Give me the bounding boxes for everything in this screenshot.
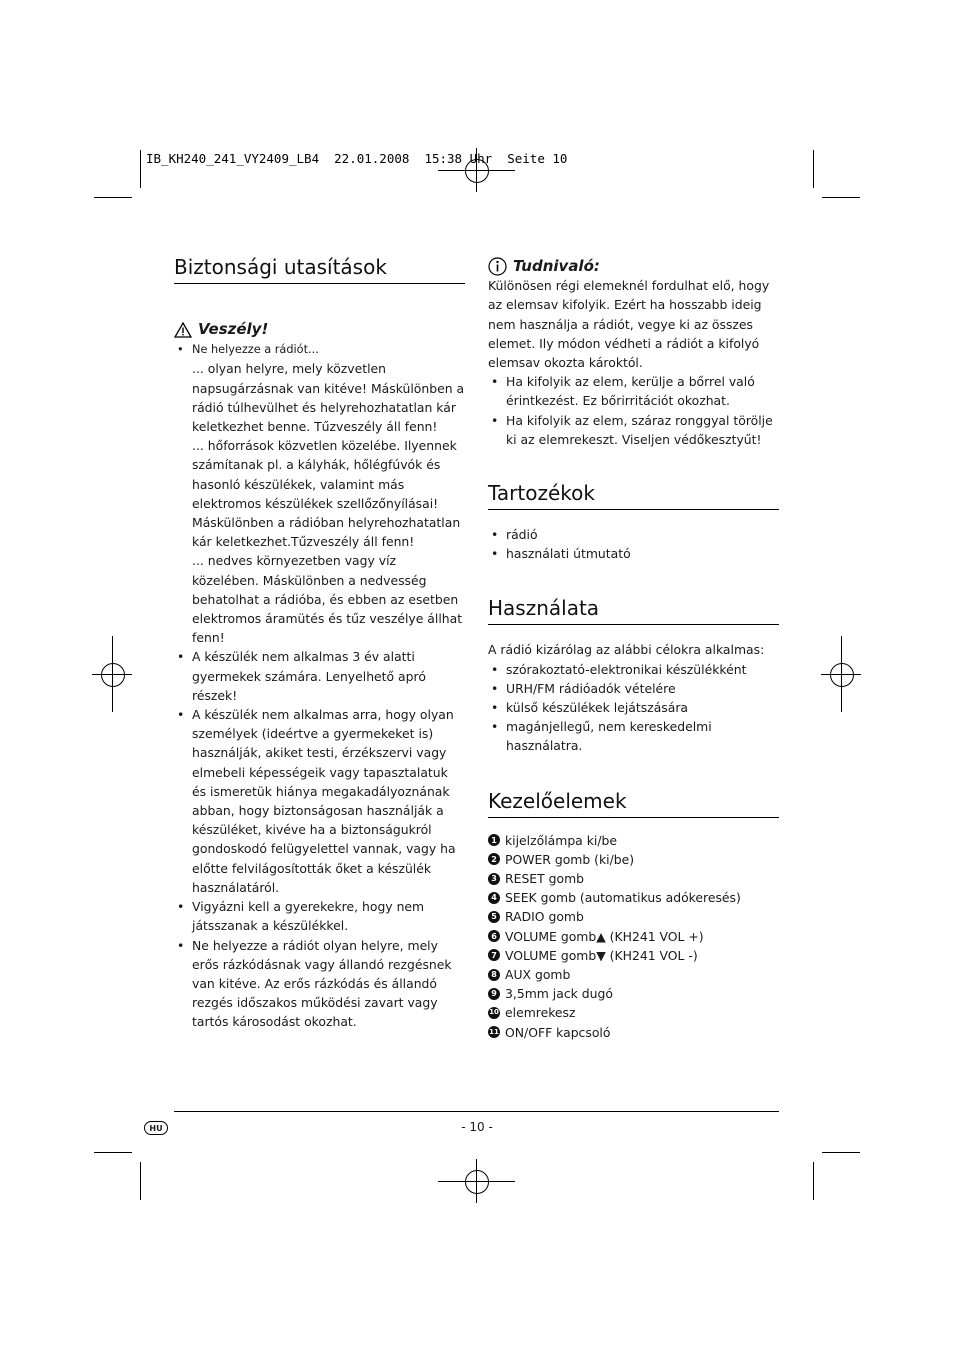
usage-list	[488, 660, 779, 756]
control-item	[488, 888, 779, 907]
warning-icon	[174, 322, 192, 338]
list-item: • magánjellegű, nem kereskedelmi használatra.	[488, 717, 779, 755]
crop-mark	[813, 150, 814, 188]
control-item	[488, 1023, 779, 1042]
number-badge: 11	[488, 1026, 500, 1038]
list-item: ... olyan helyre, mely közvetlen napsugárzásnak van kitéve! Máskülönben a rádió túlhevülhet és helyrehozhatatlan kár keletkezhet benne. Tűzveszély áll fenn!	[192, 361, 465, 435]
control-label: VOLUME gomb▼ (KH241 VOL -)	[505, 947, 698, 963]
list-item: • URH/FM rádióadók vételére	[488, 679, 779, 698]
crop-mark	[822, 1152, 860, 1153]
control-item	[488, 965, 779, 984]
list-item: • Ha kifolyik az elem, száraz ronggyal törölje ki az elemrekeszt. Viseljen védőkesztyűt!	[488, 411, 779, 449]
control-item	[488, 850, 779, 869]
crop-mark	[822, 197, 860, 198]
number-badge: 2	[488, 853, 500, 865]
control-label: POWER gomb (ki/be)	[505, 851, 635, 867]
warning-heading	[174, 320, 465, 339]
number-badge: 9	[488, 988, 500, 1000]
accessories-list	[488, 525, 779, 563]
number-badge: 5	[488, 911, 500, 923]
info-list	[488, 372, 779, 449]
list-item: • Ne helyezze a rádiót olyan helyre, mely erős rázkódásnak vagy állandó rezgésnek van kitéve. Az erős rázkódás és állandó rezgés időszakos működési zavart vagy tartós károsodást okozhat.	[174, 936, 465, 1032]
controls-title: Kezelőelemek	[488, 789, 779, 818]
safety-list	[174, 340, 465, 1031]
list-item: ... hőforrások közvetlen közelébe. Ilyennek számítanak pl. a kályhák, hőlégfúvók és hasonló készülékek, valamint más elektromos készülékek szellőzőnyílásai! Máskülönben a rádióban helyrehozhatatlan kár keletkezhet.Tűzveszély áll fenn!	[192, 438, 461, 550]
info-icon	[488, 257, 507, 276]
safety-title: Biztonsági utasítások	[174, 255, 465, 284]
controls-list	[488, 831, 779, 1042]
crop-mark	[813, 1162, 814, 1200]
crop-mark	[140, 1162, 141, 1200]
control-label: VOLUME gomb▲ (KH241 VOL +)	[505, 928, 704, 944]
right-column	[488, 257, 779, 1042]
control-item	[488, 984, 779, 1003]
control-label: RADIO gomb	[505, 909, 584, 925]
number-badge: 7	[488, 949, 500, 961]
number-badge: 6	[488, 930, 500, 942]
accessories-title: Tartozékok	[488, 481, 779, 510]
control-item	[488, 831, 779, 850]
crop-mark	[94, 197, 132, 198]
control-item	[488, 946, 779, 965]
control-item	[488, 869, 779, 888]
number-badge: 10	[488, 1007, 500, 1019]
control-label: elemrekesz	[505, 1005, 576, 1021]
left-column	[174, 255, 465, 1032]
control-label: 3,5mm jack dugó	[505, 986, 613, 1002]
info-heading	[488, 257, 779, 276]
usage-title: Használata	[488, 596, 779, 625]
list-item: • A készülék nem alkalmas 3 év alatti gyermekek számára. Lenyelhető apró részek!	[174, 647, 465, 705]
info-label: Tudnivaló:	[513, 257, 600, 275]
crop-mark	[94, 1152, 132, 1153]
number-badge: 8	[488, 969, 500, 981]
list-item: • használati útmutató	[488, 544, 779, 563]
control-item	[488, 927, 779, 946]
control-label: kijelzőlámpa ki/be	[505, 832, 617, 848]
control-item	[488, 1003, 779, 1022]
number-badge: 4	[488, 892, 500, 904]
usage-intro: A rádió kizárólag az alábbi célokra alkalmas:	[488, 642, 765, 658]
crop-mark	[140, 150, 141, 188]
control-label: ON/OFF kapcsoló	[505, 1024, 611, 1040]
control-label: AUX gomb	[505, 966, 571, 982]
list-item: • külső készülékek lejátszására	[488, 698, 779, 717]
list-item: • Ne helyezze a rádiót...	[174, 340, 465, 359]
print-slug: IB_KH240_241_VY2409_LB4 22.01.2008 15:38 Uhr Seite 10	[146, 151, 568, 166]
info-text: Különösen régi elemeknél fordulhat elő, hogy az elemsav kifolyik. Ezért ha hosszabb ideig nem használja a rádiót, vegye ki az összes elemet. Ily módon védheti a rádiót a kifolyó elemsav okozta károktól.	[488, 278, 770, 371]
list-item: • A készülék nem alkalmas arra, hogy olyan személyek (ideértve a gyermekeket is) használják, akiket testi, érzékszervi vagy elmebeli képességeik vagy tapasztalatuk és ismeretük hiánya megakadályoznának abban, hogy biztonságosan használják a készüléket, kivéve ha a biztonságukról gondoskodó felügyelettel vannak, vagy ha előtte felvilágosították őket a készülék használatáról.	[174, 705, 465, 897]
list-item: • Ha kifolyik az elem, kerülje a bőrrel való érintkezést. Ez bőrirritációt okozhat.	[488, 372, 779, 410]
control-label: SEEK gomb (automatikus adókeresés)	[505, 890, 741, 906]
control-label: RESET gomb	[505, 871, 585, 887]
language-badge: HU	[144, 1121, 168, 1135]
page-number: - 10 -	[461, 1120, 493, 1134]
number-badge: 3	[488, 873, 500, 885]
control-item	[488, 907, 779, 926]
list-item: • szórakoztató-elektronikai készülékként	[488, 660, 779, 679]
list-item: • rádió	[488, 525, 779, 544]
list-item: • Vigyázni kell a gyerekekre, hogy nem játsszanak a készülékkel.	[174, 897, 465, 935]
list-item: ... nedves környezetben vagy víz közelében. Máskülönben a nedvesség behatolhat a rádióba, és ebben az esetben elektromos áramütés és tűz veszélye állhat fenn!	[192, 553, 463, 646]
warning-label: Veszély!	[198, 320, 269, 338]
footer-rule	[174, 1111, 779, 1112]
number-badge: 1	[488, 834, 500, 846]
